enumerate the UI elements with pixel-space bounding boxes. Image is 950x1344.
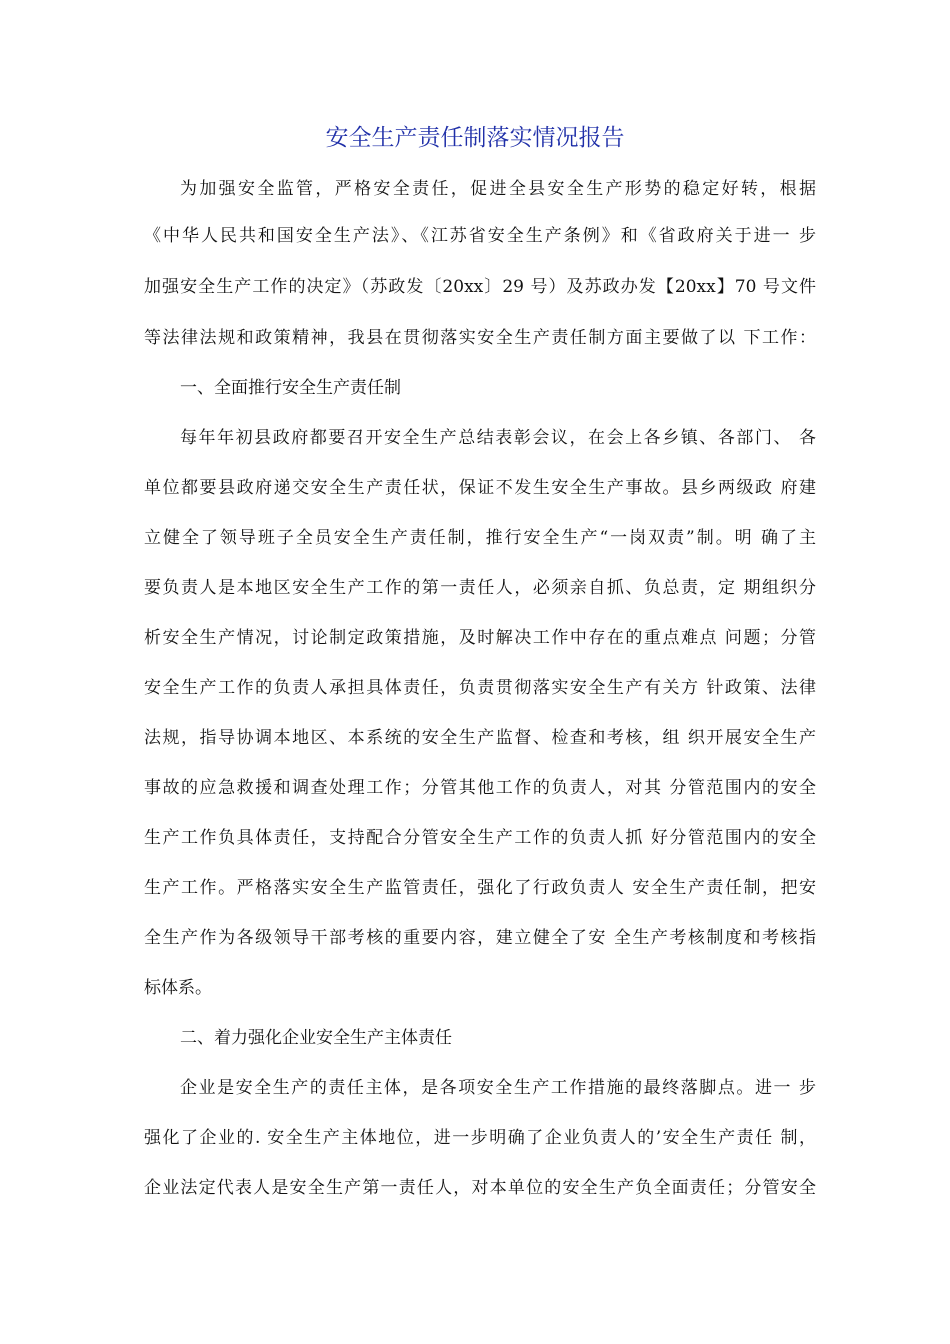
paragraph-line: 析安全生产情况，讨论制定政策措施，及时解决工作中存在的重点难点 问题；分管 bbox=[144, 628, 816, 648]
section-heading: 一、全面推行安全生产责任制 bbox=[180, 378, 401, 398]
paragraph-line: 法规，指导协调本地区、本系统的安全生产监督、检查和考核，组 织开展安全生产 bbox=[144, 728, 816, 748]
paragraph-line: 立健全了领导班子全员安全生产责任制，推行安全生产“一岗双责”制。明 确了主 bbox=[144, 528, 816, 548]
paragraph-line: 安全生产工作的负责人承担具体责任，负责贯彻落实安全生产有关方 针政策、法律 bbox=[144, 678, 816, 698]
paragraph-line: 企业是安全生产的责任主体，是各项安全生产工作措施的最终落脚点。进一 步 bbox=[180, 1078, 816, 1098]
paragraph-line: 强化了企业的. 安全生产主体地位，进一步明确了企业负责人的’安全生产责任 制， bbox=[144, 1128, 816, 1148]
paragraph-line: 等法律法规和政策精神，我县在贯彻落实安全生产责任制方面主要做了以 下工作： bbox=[144, 328, 816, 348]
document-title: 安全生产责任制落实情况报告 bbox=[325, 125, 625, 151]
paragraph-line: 企业法定代表人是安全生产第一责任人，对本单位的安全生产负全面责任；分管安全 bbox=[144, 1178, 816, 1198]
paragraph-line: 标体系。 bbox=[144, 978, 212, 998]
paragraph-line: 《中华人民共和国安全生产法》、《江苏省安全生产条例》和《省政府关于进一 步 bbox=[144, 226, 816, 246]
paragraph-line: 为加强安全监管，严格安全责任，促进全县安全生产形势的稳定好转，根据 bbox=[180, 179, 816, 199]
paragraph-line: 生产工作。严格落实安全生产监管责任，强化了行政负责人 安全生产责任制，把安 bbox=[144, 878, 816, 898]
paragraph-line: 单位都要县政府递交安全生产责任状，保证不发生安全生产事故。县乡两级政 府建 bbox=[144, 478, 816, 498]
paragraph-line: 每年年初县政府都要召开安全生产总结表彰会议，在会上各乡镇、各部门、 各 bbox=[180, 428, 816, 448]
paragraph-line: 全生产作为各级领导干部考核的重要内容，建立健全了安 全生产考核制度和考核指 bbox=[144, 928, 816, 948]
paragraph-line: 要负责人是本地区安全生产工作的第一责任人，必须亲自抓、负总责，定 期组织分 bbox=[144, 578, 816, 598]
paragraph-line: 加强安全生产工作的决定》（苏政发〔20xx〕29 号）及苏政办发【20xx】70 号文件 bbox=[144, 277, 816, 297]
paragraph-line: 生产工作负具体责任，支持配合分管安全生产工作的负责人抓 好分管范围内的安全 bbox=[144, 828, 816, 848]
section-heading: 二、着力强化企业安全生产主体责任 bbox=[180, 1028, 452, 1048]
paragraph-line: 事故的应急救援和调查处理工作；分管其他工作的负责人，对其 分管范围内的安全 bbox=[144, 778, 816, 798]
